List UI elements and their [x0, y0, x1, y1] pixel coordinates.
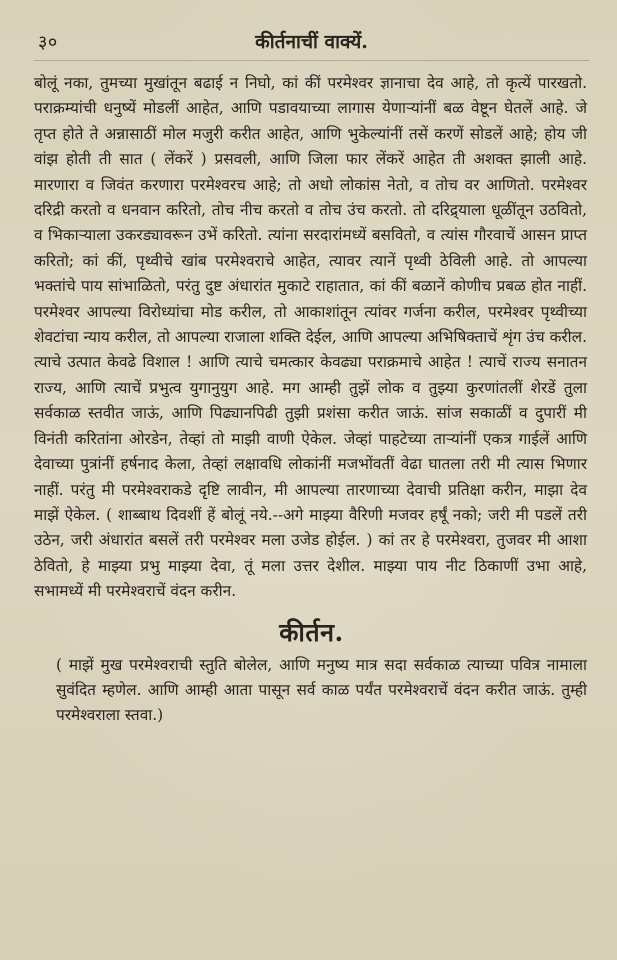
main-paragraph: बोलूं नका, तुमच्या मुखांतून बढाई न निघो, कां कीं परमेश्वर ज्ञानाचा देव आहे, तो कृत्यें पारखतो. पराक्रम्यांची धनुष्यें मोडलीं आहेत, आणि पडावयाच्या लागास येणाऱ्यांनीं बळ वेष्टून घेतलें आहे. जे तृप्त होते ते अन्नासाठीं मोल मजुरी करीत आहेत, आणि भुकेल्यांनीं तसें करणें सोडलें आहे; होय जी वांझ होती ती सात ( लेंकरें ) प्रसवली, आणि जिला फार लेंकरें आहेत ती अशक्त झाली आहे. मारणारा व जिवंत करणारा परमेश्वरच आहे; तो अधो लोकांस नेतो, व तोच वर आणितो. परमेश्वर दरिद्री करतो व धनवान करितो, तोच नीच करतो व तोच उंच करतो. तो दरिद्र्याला धूळींतून उठवितो, व भिकाऱ्याला उकरड्यावरून उभें करितो. त्यांना सरदारांमध्यें बसवितो, व त्यांस गौरवाचें आसन प्राप्त करितो; कां कीं, पृथ्वीचे खांब परमेश्वराचे आहेत, त्यावर त्यानें पृथ्वी ठेविली आहे. तो आपल्या भक्तांचे पाय सांभाळितो, परंतु दुष्ट अंधारांत मुकाटे राहातात, कां कीं बळानें कोणीच प्रबळ होत नाहीं. परमेश्वर आपल्या विरोध्यांचा मोड करील, तो आकाशांतून त्यांवर गर्जना करील, परमेश्वर पृथ्वीच्या शेवटांचा न्याय करील, तो आपल्या राजाला शक्ति देईल, आणि आपल्या अभिषिक्ताचें शृंग उंच करील. त्याचे उत्पात केवढे विशाल ! आणि त्याचे चमत्कार केवढ्या पराक्रमाचे आहेत ! त्याचें राज्य सनातन राज्य, आणि त्याचें प्रभुत्व युगानुयुग आहे. मग आम्ही तुझें लोक व तुझ्या कुरणांतलीं शेरडें तुला सर्वकाळ स्तवीत जाऊं, आणि पिढ्यानपिढी तुझी प्रशंसा करीत जाऊं. सांज सकाळीं व दुपारीं मी विनंती करितांना ओरडेन, तेव्हां तो माझी वाणी ऐकेल. जेव्हां पाहटेच्या ताऱ्यांनीं एकत्र गाईलें आणि देवाच्या पुत्रांनीं हर्षनाद केला, तेव्हां लक्षावधि लोकांनीं मजभोंवतीं वेढा घातला तरी मी त्यास भिणार नाहीं. परंतु मी परमेश्वराकडे दृष्टि लावीन, मी आपल्या तारणाच्या देवाची प्रतिक्षा करीन, माझा देव माझें ऐकेल. ( शाब्बाथ दिवशीं हें बोलूं नये.--अगे माझ्या वैरिणी मजवर हर्षूं नको; जरी मी पडलें तरी उठेन, जरी अंधारांत बसलें तरी परमेश्वर मला उजेड होईल. ) कां तर हे परमेश्वरा, तुजवर मी आशा ठेवितो, हे माझ्या प्रभु माझ्या देवा, तूं मला उत्तर देशील. माझ्या पाय नीट ठिकाणीं उभा आहे, सभामध्यें मी परमेश्वराचें वंदन करीन.: [34, 74, 587, 601]
page-header: [34, 26, 589, 61]
section-title: कीर्तन.: [279, 617, 344, 647]
running-head: कीर्तनाचीं वाक्यें.: [255, 31, 368, 53]
section-text: ( माझें मुख परमेश्वराची स्तुति बोलेल, आणि मनुष्य मात्र सदा सर्वकाळ त्याच्या पवित्र नामाला सुवंदित म्हणेल. आणि आम्ही आता पासून सर्व काळ पर्यंत परमेश्वराचें वंदन करीत जाऊं. तुम्ही परमेश्वराला स्तवा.): [56, 655, 587, 725]
page-number: ३०: [38, 32, 58, 53]
